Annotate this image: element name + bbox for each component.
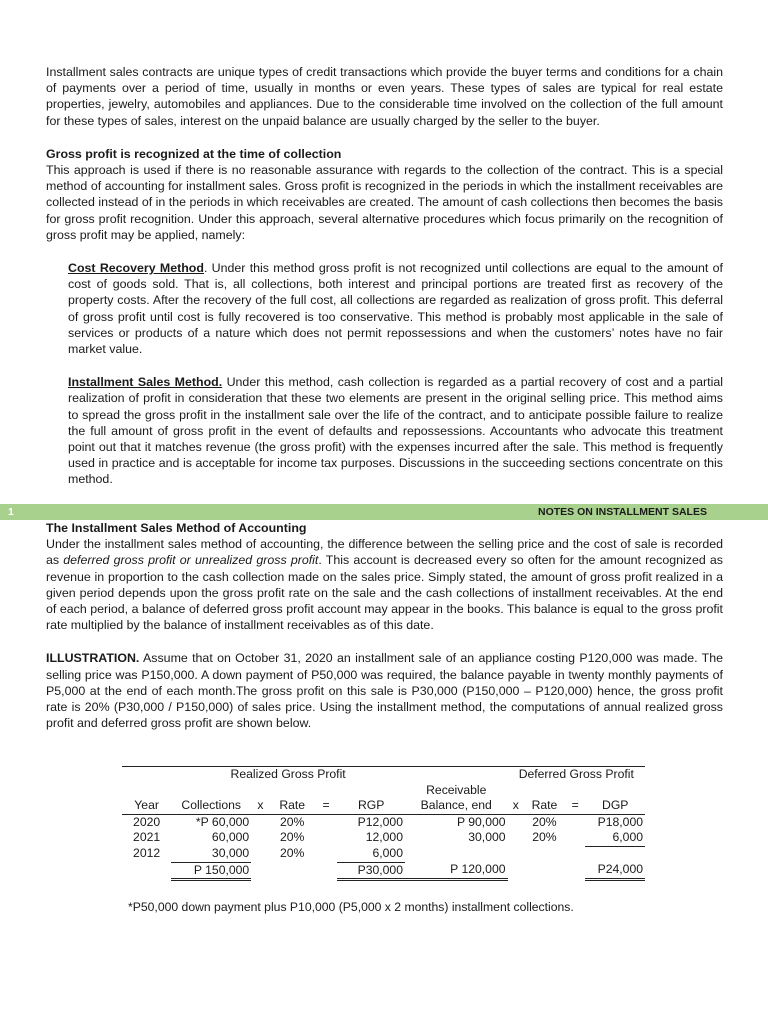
table-group-header-row [122, 767, 645, 783]
realized-group-label: Realized Gross Profit [171, 767, 405, 783]
installment-method-text: Under this method, cash collection is regarded as a partial recovery of cost and a partial realization of profit in consideration that these two elements are present in the original selling price. This method aims to spread the gross profit in the installment sale over the life of the contract, and to anticipate possible failure to realize the full amount of gross profit in the event of defaults and repossessions. Accountants who advocate this treatment point out that it matches revenue (the gross profit) with the expenses incurred after the sale. This method is frequently used in practice and is acceptable for income tax purposes. Discussions in the succeeding sections concentrate on this method. [68, 375, 723, 487]
table-total-row [122, 862, 645, 880]
total-balance: P 120,000 [405, 862, 508, 880]
page-footer-band [0, 504, 768, 520]
installment-method-lead: Installment Sales Method. [68, 375, 223, 390]
header-dgp: DGP [585, 798, 645, 814]
header-rate1: Rate [270, 798, 315, 814]
illustration-text: Assume that on October 31, 2020 an installment sale of an appliance costing P120,000 was made. The selling price was P150,000. A down payment of P50,000 was required, the balance payable in twenty monthly payments of P5,000 at the end of each month.The gross profit on this sale is P30,000 (P150,000 – P120,000) hence, the gross profit rate is 20% (P30,000 / P150,000) of sales price. Using the installment method, the computations of annual realized gross profit and deferred gross profit are shown below. [46, 651, 723, 731]
gross-profit-table [122, 766, 645, 881]
header-collections: Collections [171, 798, 251, 814]
gp-collection-heading: Gross profit is recognized at the time of collection [46, 146, 342, 161]
method-text-a: Under the installment sales method of accounting, the difference between the selling price and the cost of sale is recorded as [46, 537, 723, 568]
cell-balance: P 90,000 [456, 814, 506, 829]
cost-recovery-text: . Under this method gross profit is not recognized until collections are equal to the amount of cost of goods sold. That is, all collections, both interest and principal portions are treated first as recovery of the property costs. After the recovery of the full cost, all collections are regarded as realization of gross profit. This deferral of gross profit until cost is fully recovered is too conservative. This method is probably most applicable in the sale of services or products of a nature which does not permit repossessions and when the customers’ notes have no fair market value. [68, 261, 723, 357]
cell-dgp [585, 846, 645, 862]
cell-rate: 20% [280, 814, 305, 829]
gp-collection-paragraph: This approach is used if there is no reasonable assurance with regards to the collection of the contract. This is a special method of accounting for installment sales. Gross profit is recognized in the periods in which the installment receivables are collected instead of in the periods in which receivables are created. The amount of cash collections then becomes the basis for gross profit recognition. Under this approach, several alternative procedures which focus primarily on the recognition of gross profit may be applied, namely: [46, 163, 723, 242]
cost-recovery-paragraph [68, 260, 723, 357]
header-rgp: RGP [337, 798, 405, 814]
header-year: Year [122, 798, 171, 814]
intro-paragraph: Installment sales contracts are unique types of credit transactions which provide the buyer terms and conditions for a chain of payments over a period of time, usually in months or even years. These types of sales are typical for real estate properties, jewelry, automobiles and appliances. Due to the considerable time involved on the collection of the full amount for these types of sales, interest on the unpaid balance are usually charged by the seller to the buyer. [46, 65, 723, 128]
table-row [122, 814, 645, 830]
document-body-top [46, 64, 723, 488]
cell-year: 2021 [133, 830, 161, 845]
cell-dgp: P18,000 [597, 814, 643, 829]
total-dgp: P24,000 [585, 862, 645, 880]
illustration-lead: ILLUSTRATION. [46, 651, 140, 666]
document-body-bottom [46, 520, 723, 731]
page-number: 1 [8, 506, 14, 518]
receivable-label: Receivable [426, 782, 487, 797]
cell-rate2: 20% [532, 814, 557, 829]
cell-rgp: 6,000 [337, 846, 405, 862]
illustration-paragraph [46, 650, 723, 731]
table-row [122, 830, 645, 846]
header-rate2: Rate [524, 798, 565, 814]
cell-collections: *P 60,000 [195, 814, 250, 829]
cost-recovery-lead: Cost Recovery Method [68, 261, 204, 276]
table-row [122, 846, 645, 862]
header-eq2: = [565, 798, 586, 814]
cell-rate: 20% [280, 830, 305, 845]
cell-rgp: 12,000 [365, 830, 403, 845]
header-x1: x [251, 798, 269, 814]
cell-year: 2012 [133, 846, 161, 861]
header-x2: x [508, 798, 524, 814]
cell-balance [405, 846, 508, 862]
cell-dgp: 6,000 [585, 830, 645, 846]
cell-rgp: P12,000 [357, 814, 403, 829]
cell-year: 2020 [133, 814, 161, 829]
deferred-group-label: Deferred Gross Profit [508, 767, 645, 783]
table-subheader-row [122, 783, 645, 799]
cell-rate2: 20% [532, 830, 557, 845]
cell-balance: 30,000 [468, 830, 506, 845]
method-section-heading: The Installment Sales Method of Accounting [46, 521, 307, 535]
total-rgp: P30,000 [337, 862, 405, 880]
running-title: NOTES ON INSTALLMENT SALES [538, 506, 707, 518]
table-header-row [122, 798, 645, 814]
header-eq1: = [315, 798, 338, 814]
total-collections: P 150,000 [171, 862, 251, 880]
method-text-b: . This account is decreased every so often for the amount recognized as revenue in proportion to the cash collection made on the sales price. Simply stated, the amount of gross profit realized in a given period depends upon the gross profit rate on the sale and the cash collections of installment receivables. At the end of each period, a balance of deferred gross profit account may appear in the books. This balance is equal to the gross profit rate multiplied by the balance of installment receivables as of this date. [46, 553, 724, 633]
cell-rate2 [524, 846, 565, 862]
header-balance: Balance, end [405, 798, 508, 814]
table-footnote: *P50,000 down payment plus P10,000 (P5,000 x 2 months) installment collections. [128, 900, 574, 914]
method-section-paragraph [46, 536, 723, 633]
installment-method-paragraph [68, 374, 723, 487]
method-emphasis: deferred gross profit or unrealized gross profit [63, 553, 319, 568]
cell-collections: 60,000 [211, 830, 250, 845]
cell-rate: 20% [280, 846, 305, 861]
cell-collections: 30,000 [171, 846, 251, 862]
